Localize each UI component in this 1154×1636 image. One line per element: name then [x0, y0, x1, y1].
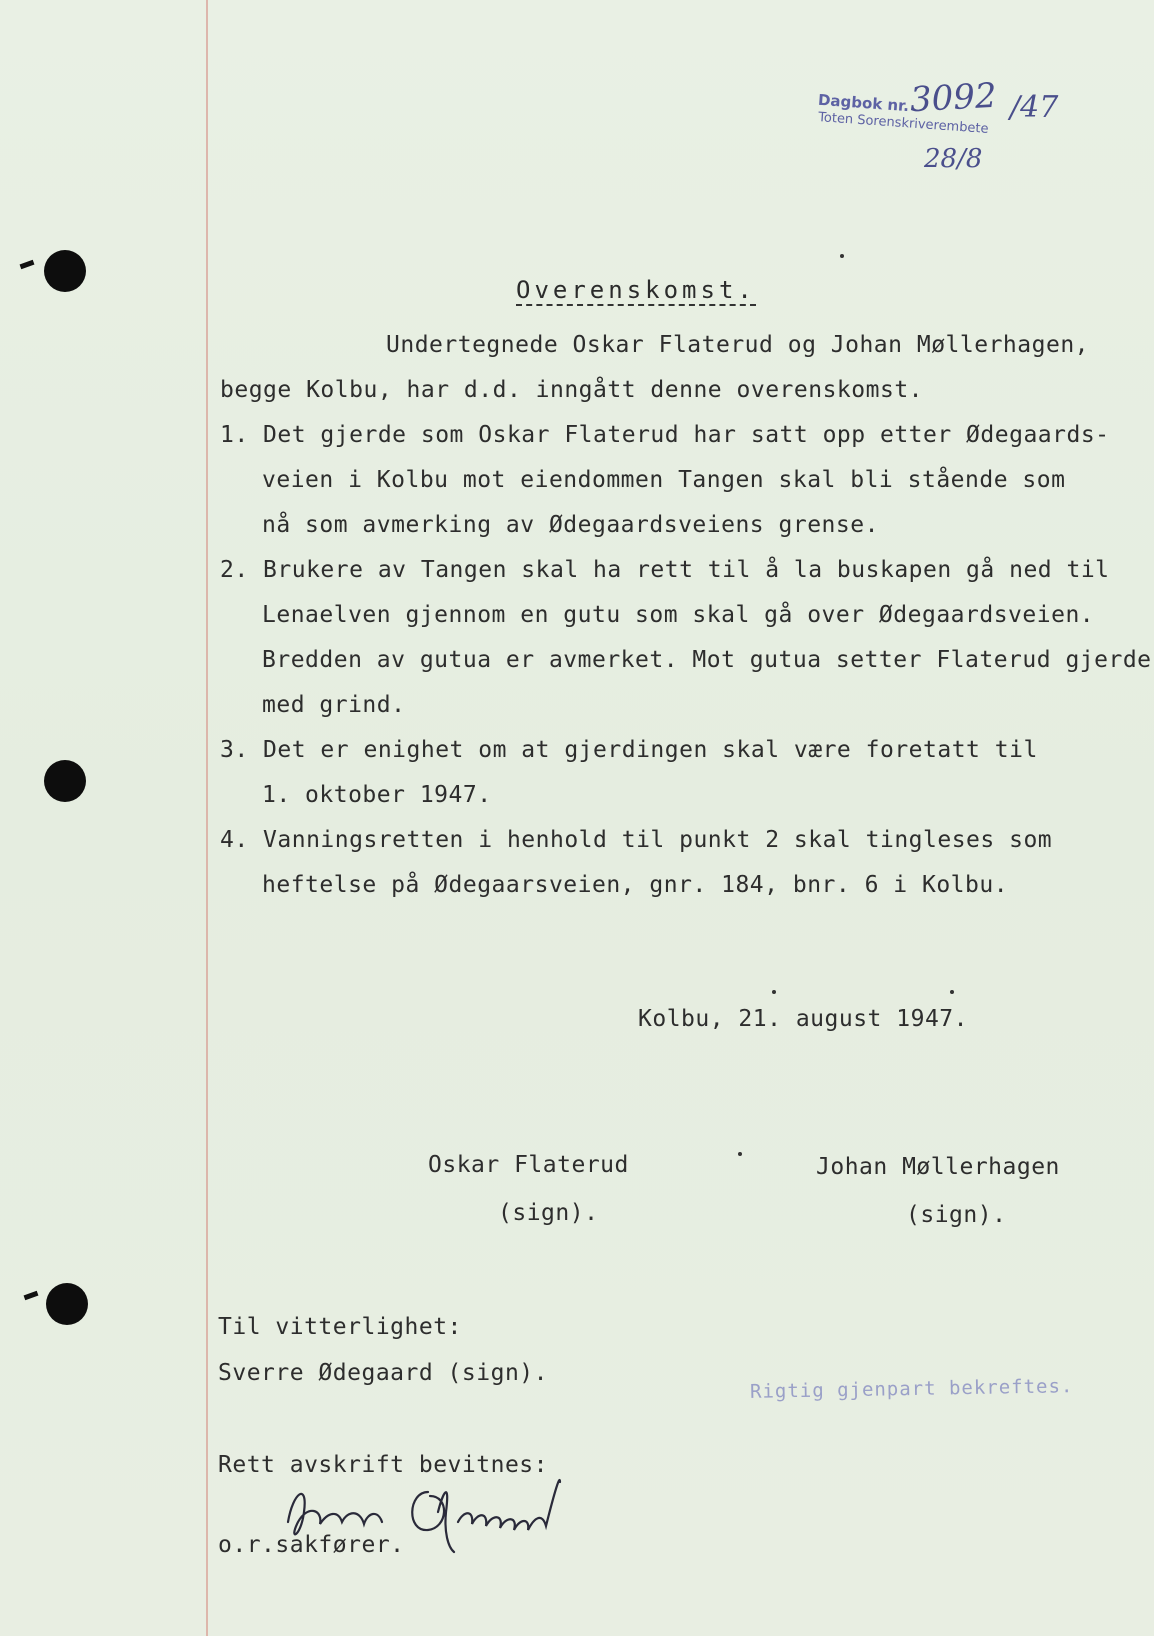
journal-number: 3092	[909, 75, 998, 121]
ink-dot	[772, 990, 776, 994]
signatory-name: Oskar Flaterud	[428, 1152, 629, 1178]
signatory-sign: (sign).	[498, 1200, 599, 1226]
body-line: Lenaelven gjennom en gutu som skal gå over Ødegaardsveien.	[262, 602, 1095, 628]
body-line: 1. oktober 1947.	[262, 782, 492, 808]
ink-dot	[738, 1152, 742, 1156]
document-title: Overenskomst.	[516, 276, 756, 304]
attest-title: o.r.sakfører.	[218, 1532, 405, 1558]
ink-dot	[950, 990, 954, 994]
signatory-name: Johan Møllerhagen	[816, 1154, 1060, 1180]
punch-hole	[46, 1283, 88, 1325]
body-line: 1. Det gjerde som Oskar Flaterud har satt opp etter Ødegaards-	[220, 422, 1110, 448]
body-line: Bredden av gutua er avmerket. Mot gutua setter Flaterud gjerde	[262, 647, 1152, 673]
paper-tear	[20, 260, 35, 269]
punch-hole	[44, 250, 86, 292]
journal-date: 28/8	[924, 144, 983, 174]
body-line: nå som avmerking av Ødegaardsveiens grense.	[262, 512, 879, 538]
body-line: 4. Vanningsretten i henhold til punkt 2 skal tingleses som	[220, 827, 1053, 853]
body-line: veien i Kolbu mot eiendommen Tangen skal bli stående som	[262, 467, 1066, 493]
attest-label: Rett avskrift bevitnes:	[218, 1452, 548, 1478]
journal-stamp	[817, 75, 1078, 194]
signatory-sign: (sign).	[906, 1202, 1007, 1228]
body-line: Undertegnede Oskar Flaterud og Johan Møllerhagen,	[386, 332, 1090, 358]
witness-name: Sverre Ødegaard (sign).	[218, 1360, 548, 1386]
witness-label: Til vitterlighet:	[218, 1314, 462, 1340]
stamp-office: Toten Sorenskriverembete	[817, 110, 989, 137]
journal-year: /47	[1010, 90, 1059, 125]
ink-dot	[840, 254, 844, 258]
body-line: 3. Det er enighet om at gjerdingen skal være foretatt til	[220, 737, 1038, 763]
place-date: Kolbu, 21. august 1947.	[638, 1006, 968, 1032]
punch-hole	[44, 760, 86, 802]
stamp-label: Dagbok nr.	[817, 90, 910, 116]
paper-tear	[24, 1291, 39, 1300]
body-line: med grind.	[262, 692, 406, 718]
body-line: heftelse på Ødegaarsveien, gnr. 184, bnr. 6 i Kolbu.	[262, 872, 1009, 898]
body-line: begge Kolbu, har d.d. inngått denne overenskomst.	[220, 377, 924, 403]
margin-line	[206, 0, 208, 1636]
body-line: 2. Brukere av Tangen skal ha rett til å la buskapen gå ned til	[220, 557, 1110, 583]
copy-certification-stamp: Rigtig gjenpart bekreftes.	[749, 1375, 1074, 1403]
